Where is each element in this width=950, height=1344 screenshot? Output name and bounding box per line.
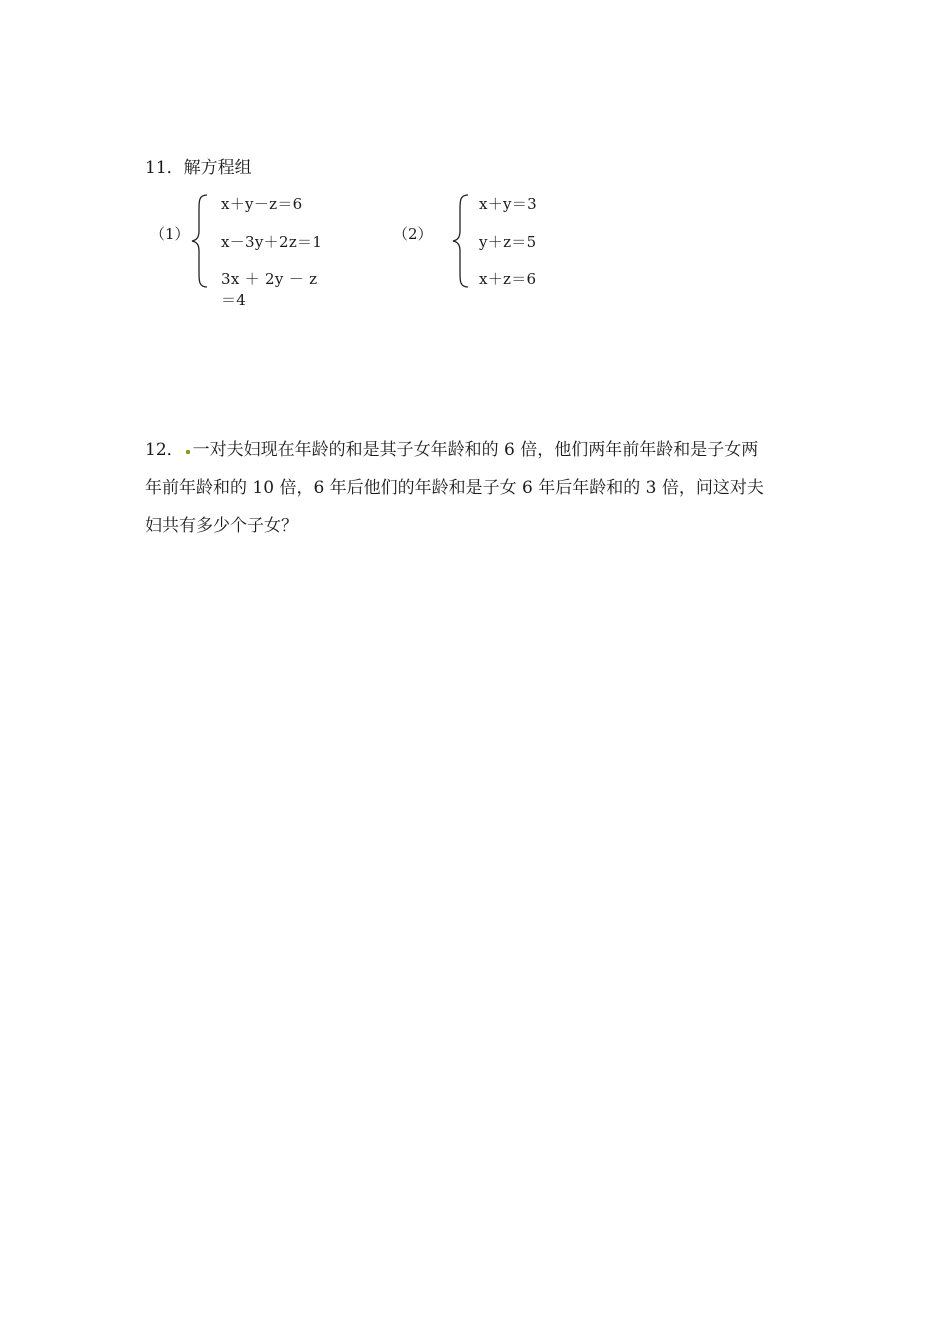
question-12-line-2: 年前年龄和的 10 倍，6 年后他们的年龄和是子女 6 年后年龄和的 3 倍，问这对夫: [145, 478, 764, 498]
system-2-equation-1: x＋y＝3: [479, 195, 537, 213]
system-1-equation-3-continued: ＝4: [221, 291, 247, 309]
part-1-label: （1）: [150, 225, 190, 243]
question-12-line-3: 妇共有多少个子女？: [145, 516, 298, 536]
system-1-equation-1: x＋y－z＝6: [221, 195, 303, 213]
question-11-title: 11．解方程组: [145, 158, 252, 178]
left-brace-icon: [189, 193, 211, 289]
question-12-text: [145, 431, 817, 545]
system-1-equation-3: 3x ＋ 2y － z: [221, 270, 318, 288]
system-2-equation-2: y＋z＝5: [479, 233, 537, 251]
system-1-equation-2: x－3y＋2z＝1: [221, 233, 323, 251]
marker-dot-icon: [186, 450, 190, 454]
question-12-line-1: 12． 一对夫妇现在年龄的和是其子女年龄和的 6 倍，他们两年前年龄和是子女两: [145, 440, 759, 460]
system-2-equation-3: x＋z＝6: [479, 270, 537, 288]
left-brace-icon: [450, 193, 472, 289]
question-12-number: 12．: [145, 440, 184, 460]
part-2-label: （2）: [393, 225, 433, 243]
